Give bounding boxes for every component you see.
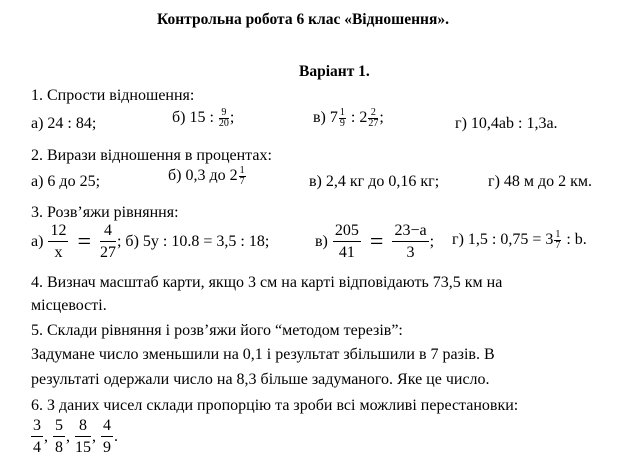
task3-item-g [452,230,587,251]
fraction-numerator: 1 [239,165,245,176]
task1-v-mid: : 2 [350,109,368,127]
terminal-period: . [114,428,118,445]
fraction [101,418,113,456]
worksheet-title: Контрольна робота 6 клас «Відношення». [157,11,449,28]
fraction-numerator: 9 [219,108,229,119]
task5-line-1: 5. Склади рівняння і розв’яжи його “методом терезів”: [31,322,403,339]
task3-item-b: ; б) 5у : 10.8 = 3,5 : 18; [116,233,270,250]
equals-sign: = [369,229,384,255]
fraction-denominator: 9 [103,439,111,456]
task2-item-v: в) 2,4 кг до 0,16 кг; [309,173,440,190]
task2-b-prefix: б) 0,3 до 2 [168,167,238,185]
fraction-numerator: 1 [339,107,345,118]
fraction [100,223,116,261]
task4-line-2: місцевості. [31,297,107,314]
task2-item-g: г) 48 м до 2 км. [488,173,593,190]
fraction [75,418,91,456]
fraction [239,166,246,187]
task2-item-b [168,166,247,187]
equals-sign: = [77,229,91,255]
fraction-numerator: 23−a [392,223,428,242]
task1-item-v [313,108,384,129]
variant-heading: Варіант 1. [299,63,370,80]
task3-v-prefix: в) [315,233,328,250]
separator: , [92,428,96,445]
fraction-denominator: 7 [239,176,245,187]
fraction-numerator: 8 [75,418,91,437]
fraction-numerator: 2 [368,108,378,119]
fraction-denominator: 8 [55,439,63,456]
fraction-numerator: 12 [48,223,68,242]
task3-v-suffix: ; [429,233,435,250]
task1-item-a: а) 24 : 84; [31,115,97,132]
fraction-denominator: 9 [339,118,345,129]
task3-heading: 3. Розв’яжи рівняння: [31,204,179,221]
fraction-denominator: 41 [338,244,355,261]
fraction [339,108,346,129]
fraction-numerator: 4 [100,223,116,242]
fraction-denominator: 4 [33,439,41,456]
fraction [333,223,361,261]
separator: , [66,428,70,445]
task3-item-v [315,223,434,261]
separator: , [44,428,48,445]
fraction-numerator: 205 [333,223,361,242]
task3-a-prefix: а) [31,233,44,250]
task6-fractions [30,418,118,456]
task3-g-prefix: г) 1,5 : 0,75 = 3 [452,231,554,249]
fraction-denominator: 7 [555,240,561,251]
fraction-denominator: 20 [218,118,229,129]
fraction [368,108,378,129]
fraction [31,418,43,456]
task2-heading: 2. Вирази відношення в процентах: [31,147,272,164]
fraction-denominator: 15 [75,439,91,456]
fraction [48,223,68,261]
fraction-denominator: x [54,244,63,261]
task1-v-prefix: в) 7 [313,109,338,127]
task5-line-2: Задумане число зменьшили на 0,1 і результат збільшили в 7 разів. В [31,346,495,363]
task3-g-suffix: : b. [566,231,587,249]
task1-b-suffix: ; [229,109,235,127]
task1-item-b [172,108,234,129]
task5-line-3: результаті одержали число на 8,3 більше задуманого. Яке це число. [31,371,490,388]
task1-v-suffix: ; [379,109,384,127]
fraction-denominator: 27 [368,118,379,129]
fraction [392,223,428,261]
fraction-numerator: 3 [31,418,43,437]
fraction-numerator: 5 [53,418,65,437]
task4-line-1: 4. Визнач масштаб карти, якщо 3 см на карті відповідають 73,5 км на [31,274,503,291]
fraction [554,230,561,251]
task1-item-g: г) 10,4ab : 1,3a. [455,115,558,132]
task3-item-a-b [31,223,269,261]
task2-item-a: а) 6 до 25; [31,173,101,190]
fraction-numerator: 4 [101,418,113,437]
task1-b-prefix: б) 15 : [172,109,214,127]
fraction-numerator: 1 [555,229,561,240]
fraction-denominator: 27 [99,244,116,261]
task1-heading: 1. Спрости відношення: [31,87,195,104]
fraction-denominator: 3 [406,244,415,261]
task6-line-1: 6. З даних чисел склади пропорцію та зроби всі можливі перестановки: [31,397,519,414]
fraction [219,108,229,129]
fraction [53,418,65,456]
